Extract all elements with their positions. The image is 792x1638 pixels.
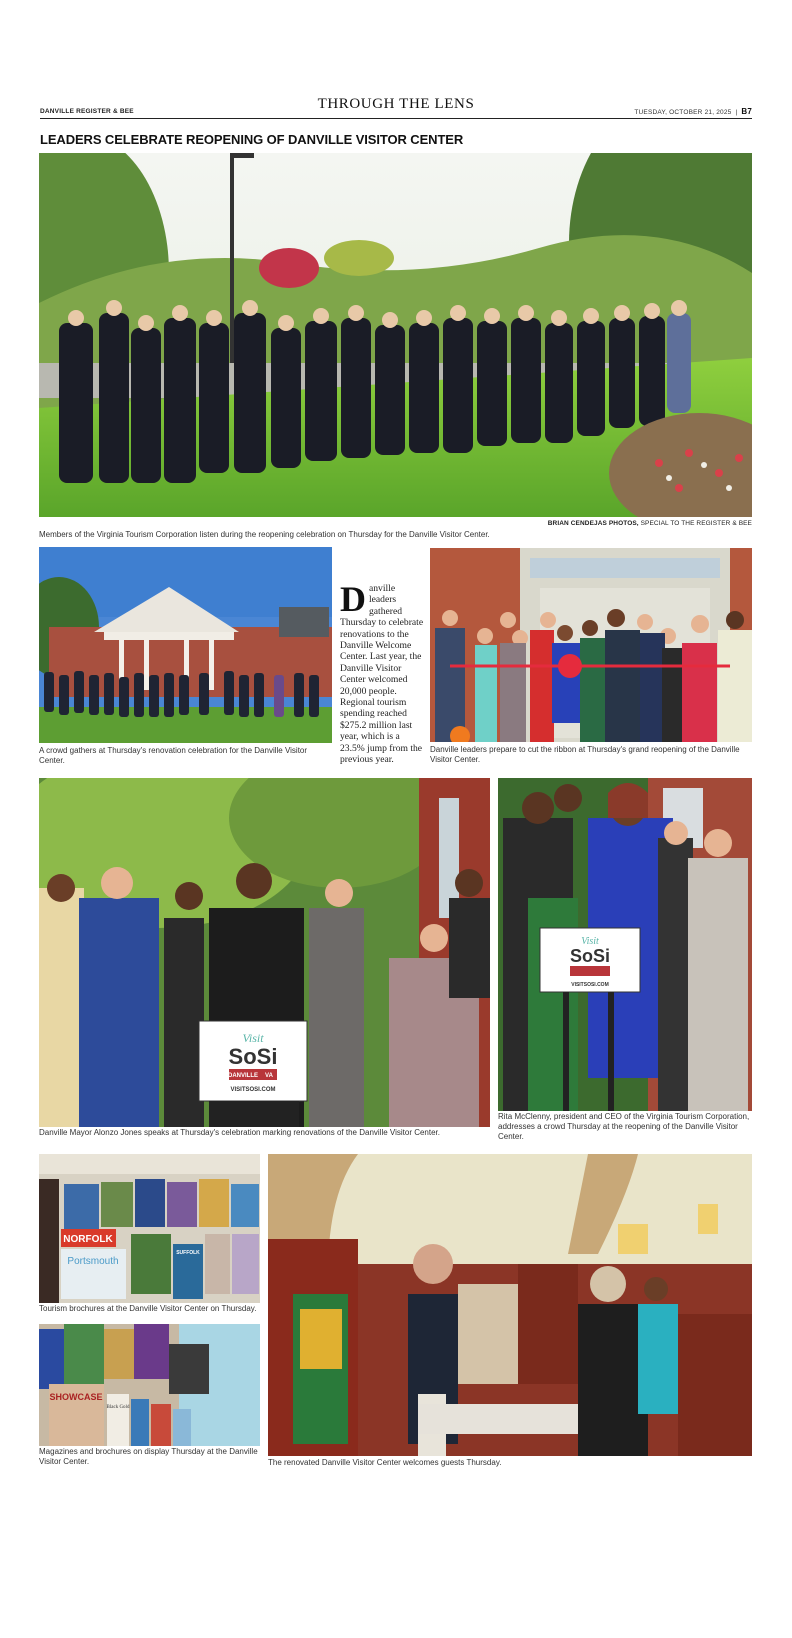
crowd-photo-image	[39, 547, 332, 743]
podium-sign-url: VISITSOSI.COM	[230, 1087, 276, 1093]
lead-photo-image	[39, 153, 752, 517]
caption-ribbon: Danville leaders prepare to cut the ribbon at Thursday's grand reopening of the Danville Visitor Center.	[430, 745, 740, 764]
podium-sign-script-2: Visit	[581, 936, 599, 947]
photo-crowd	[39, 547, 332, 743]
dateline	[634, 107, 752, 116]
podium-sign-url-2: VISITSOSI.COM	[571, 982, 609, 988]
mayor-photo-image	[39, 778, 490, 1127]
caption-magazines: Magazines and brochures on display Thursday at the Danville Visitor Center.	[39, 1447, 258, 1466]
separator: |	[735, 109, 738, 116]
interior-photo-image	[268, 1154, 752, 1456]
magazines-photo-image	[39, 1324, 260, 1446]
brochures-photo-image	[39, 1154, 260, 1303]
podium-sign-script: Visit	[242, 1031, 264, 1045]
caption-interior: The renovated Danville Visitor Center welcomes guests Thursday.	[268, 1458, 502, 1467]
podium-sign-brand: SoSi	[228, 1044, 278, 1069]
publication-name: DANVILLE REGISTER & BEE	[40, 108, 134, 115]
photo-brochures	[39, 1154, 260, 1303]
page-number: B7	[741, 107, 752, 116]
photo-lead	[39, 153, 752, 517]
drop-cap: D	[340, 579, 366, 619]
photo-interior	[268, 1154, 752, 1456]
caption-crowd: A crowd gathers at Thursday's renovation celebration for the Danville Visitor Center.	[39, 746, 308, 765]
photographer-name: BRIAN CENDEJAS PHOTOS,	[547, 520, 639, 527]
ribbon-photo-image	[430, 548, 752, 742]
page-headline: LEADERS CELEBRATE REOPENING OF DANVILLE VISITOR CENTER	[40, 132, 464, 147]
story-text: anville leaders gathered Thursday to celebrate renovations to the Danville Welcome Center. Last year, the Danville Visitor Center welcomed 20,000 people. Regional tourism spending reached $275.2 million last year, which is a 23.5% jump from the previous year.	[340, 583, 424, 766]
caption-lead: Members of the Virginia Tourism Corporation listen during the reopening celebration on Thursday for the Danville Visitor Center.	[39, 530, 490, 539]
photo-ribbon	[430, 548, 752, 742]
story-body	[340, 579, 424, 766]
issue-date: TUESDAY, OCTOBER 21, 2025	[634, 109, 732, 116]
section-title: THROUGH THE LENS	[317, 96, 475, 112]
podium-sign-brand-2: SoSi	[569, 946, 611, 966]
photo-credit-affiliation: SPECIAL TO THE REGISTER & BEE	[638, 520, 752, 527]
caption-brochures: Tourism brochures at the Danville Visitor Center on Thursday.	[39, 1304, 257, 1313]
caption-mayor: Danville Mayor Alonzo Jones speaks at Thursday's celebration marking renovations of the Danville Visitor Center.	[39, 1128, 440, 1137]
header-rule	[40, 118, 752, 119]
photo-mcclenny	[498, 778, 752, 1111]
podium-sign-state: VA	[265, 1073, 273, 1079]
podium-sign-tag: DANVILLE	[228, 1073, 258, 1079]
photo-credit	[39, 520, 752, 527]
brochure-norfolk: NORFOLK	[63, 1234, 113, 1245]
brochure-suffolk: SUFFOLK	[176, 1250, 200, 1256]
mcclenny-photo-image	[498, 778, 752, 1111]
brochure-portsmouth: Portsmouth	[67, 1256, 119, 1267]
photo-magazines	[39, 1324, 260, 1446]
magazine-black-gold: Black Gold	[106, 1405, 130, 1410]
magazine-showcase: SHOWCASE	[49, 1392, 103, 1402]
caption-mcclenny: Rita McClenny, president and CEO of the Virginia Tourism Corporation, addresses a crowd Thursday at the reopening of the Danville Visitor Center.	[498, 1112, 750, 1141]
photo-mayor	[39, 778, 490, 1127]
